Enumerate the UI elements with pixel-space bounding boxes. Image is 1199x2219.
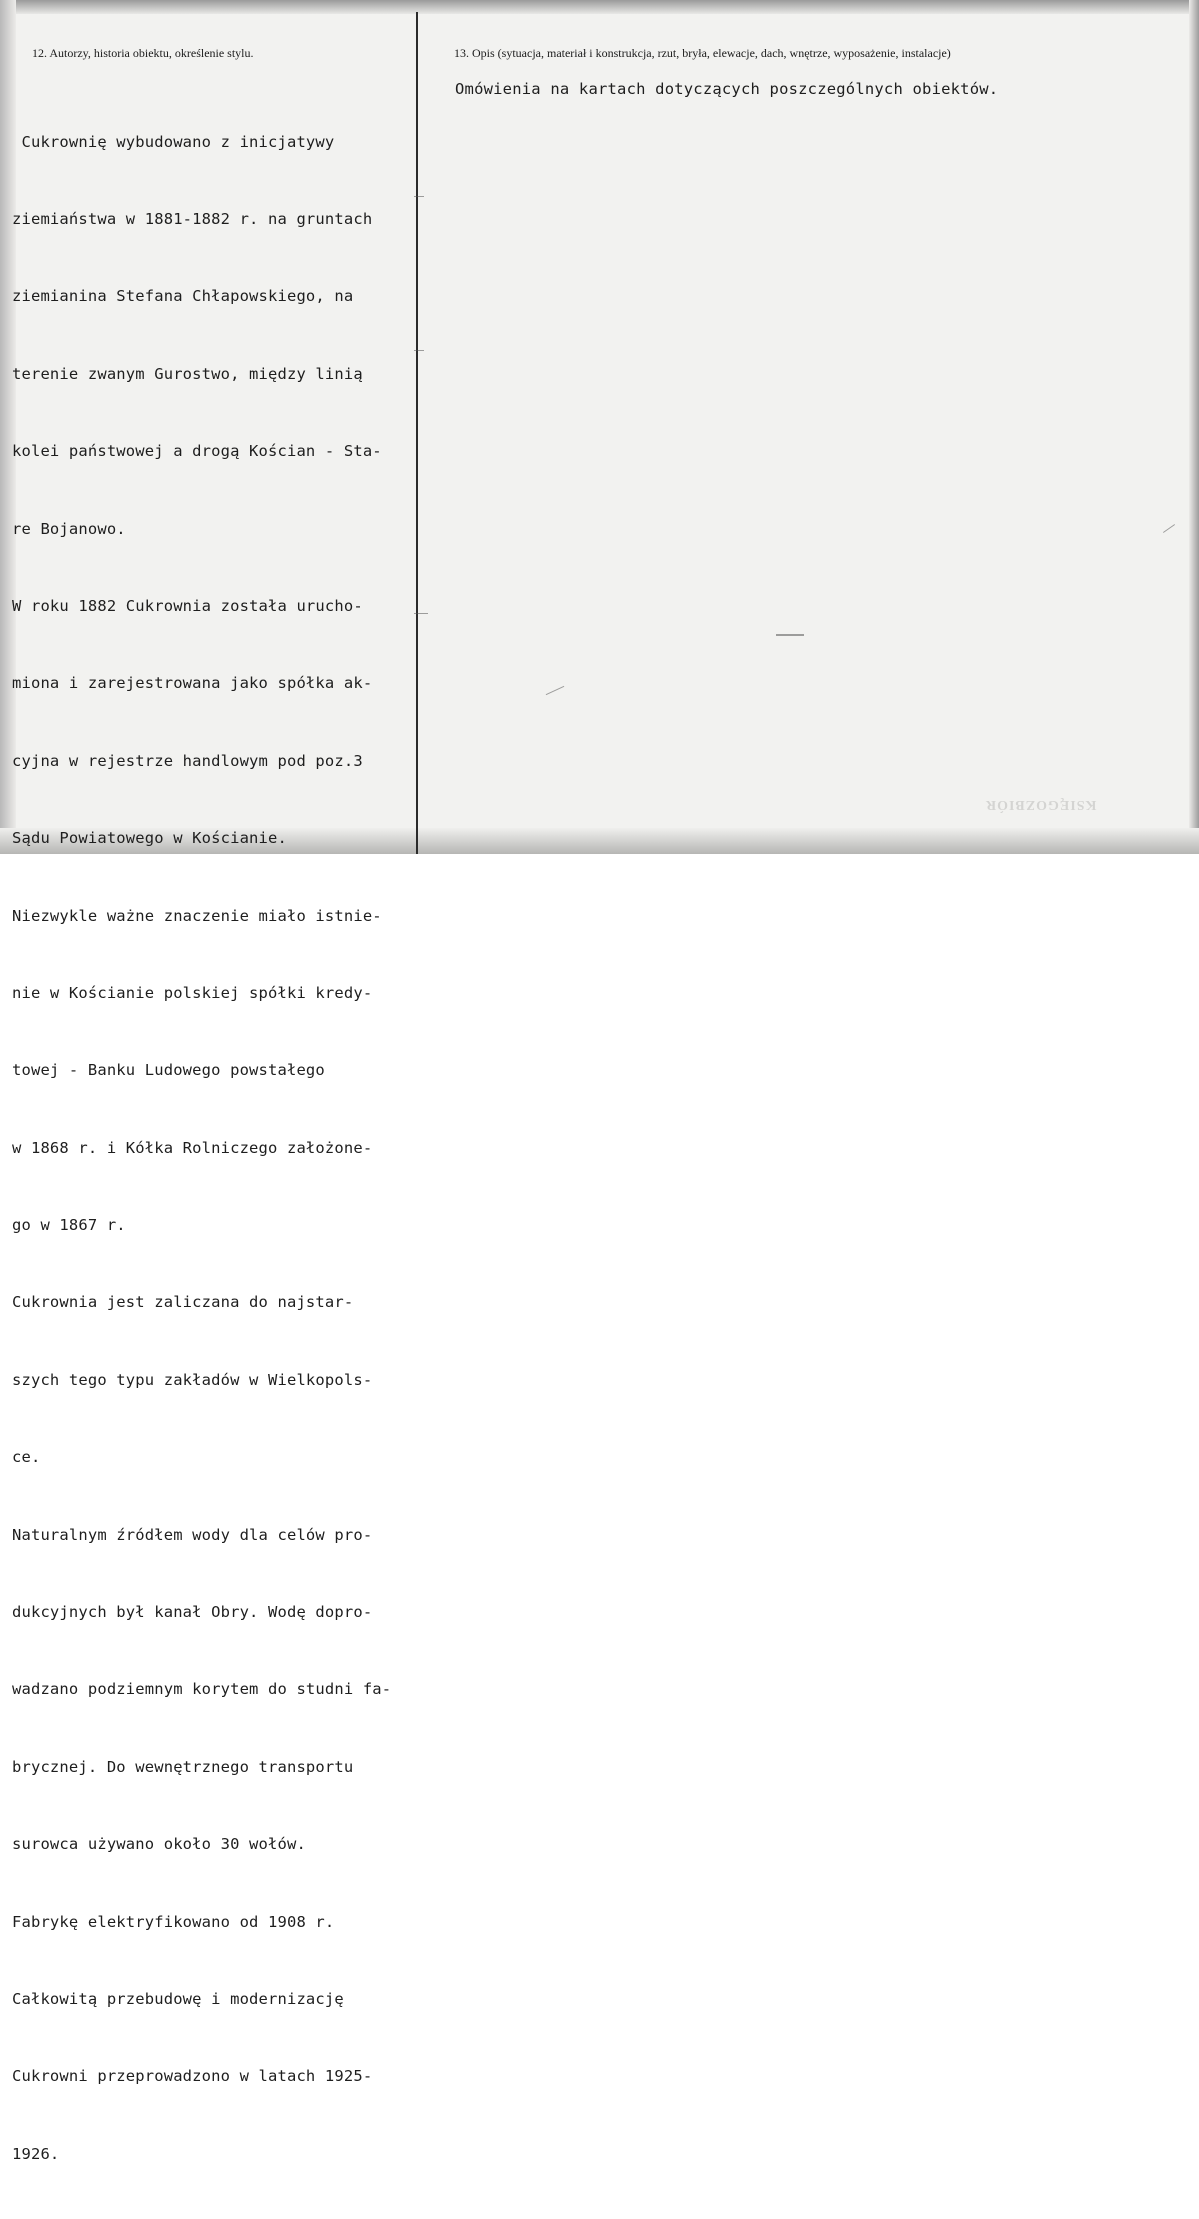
body-line: kolei państwowej a drogą Kościan - Sta- [12,442,382,461]
body-line: ce. [12,1448,41,1467]
body-line: Naturalnym źródłem wody dla celów pro- [12,1525,373,1544]
section-12-body [12,78,391,2219]
body-line: ziemiaństwa w 1881-1882 r. na gruntach [12,209,373,228]
body-line: szych tego typu zakładów w Wielkopols- [12,1370,373,1389]
body-line: w 1868 r. i Kółka Rolniczego założone- [12,1138,373,1157]
body-line: terenie zwanym Gurostwo, między linią [12,364,363,383]
body-line: re Bojanowo. [12,519,126,538]
scan-mark [776,634,804,636]
column-divider [416,12,418,854]
body-line: ziemianina Stefana Chłapowskiego, na [12,287,354,306]
bleed-through-stamp: KSIĘGOZBIÓR [985,797,1097,812]
scan-edge-right [1189,0,1199,854]
body-line: Cukrownię wybudowano z inicjatywy [12,132,335,151]
section-13-heading: 13. Opis (sytuacja, materiał i konstrukcja, rzut, bryła, elewacje, dach, wnętrze, wyposażenie, instalacje) [454,46,951,60]
body-line: nie w Kościanie polskiej spółki kredy- [12,983,373,1002]
body-line: brycznej. Do wewnętrznego transportu [12,1757,354,1776]
body-line: W roku 1882 Cukrownia została urucho- [12,596,363,615]
body-line: towej - Banku Ludowego powstałego [12,1061,325,1080]
body-line: Całkowitą przebudowę i modernizację [12,1989,344,2008]
body-line: go w 1867 r. [12,1216,126,1235]
section-13-body: Omówienia na kartach dotyczących poszczególnych obiektów. [455,80,999,98]
body-line: Cukrownia jest zaliczana do najstar- [12,1293,354,1312]
body-line: dukcyjnych był kanał Obry. Wodę dopro- [12,1603,373,1622]
body-line: cyjna w rejestrze handlowym pod poz.3 [12,751,363,770]
body-line: Cukrowni przeprowadzono w latach 1925- [12,2067,373,2086]
scan-mark [414,613,428,614]
body-line: wadzano podziemnym korytem do studni fa- [12,1680,392,1699]
scan-mark [546,686,565,695]
scan-mark [414,196,424,197]
section-12-heading: 12. Autorzy, historia obiektu, określenie stylu. [32,46,254,60]
body-line: miona i zarejestrowana jako spółka ak- [12,674,373,693]
body-line: Sądu Powiatowego w Kościanie. [12,829,287,848]
body-line: Fabrykę elektryfikowano od 1908 r. [12,1912,335,1931]
scan-mark [1163,524,1175,533]
body-line: Niezwykle ważne znaczenie miało istnie- [12,906,382,925]
body-line: 1926. [12,2144,60,2163]
scan-edge-top [0,0,1199,14]
body-line: surowca używano około 30 wołów. [12,1835,306,1854]
scan-mark [414,350,424,351]
